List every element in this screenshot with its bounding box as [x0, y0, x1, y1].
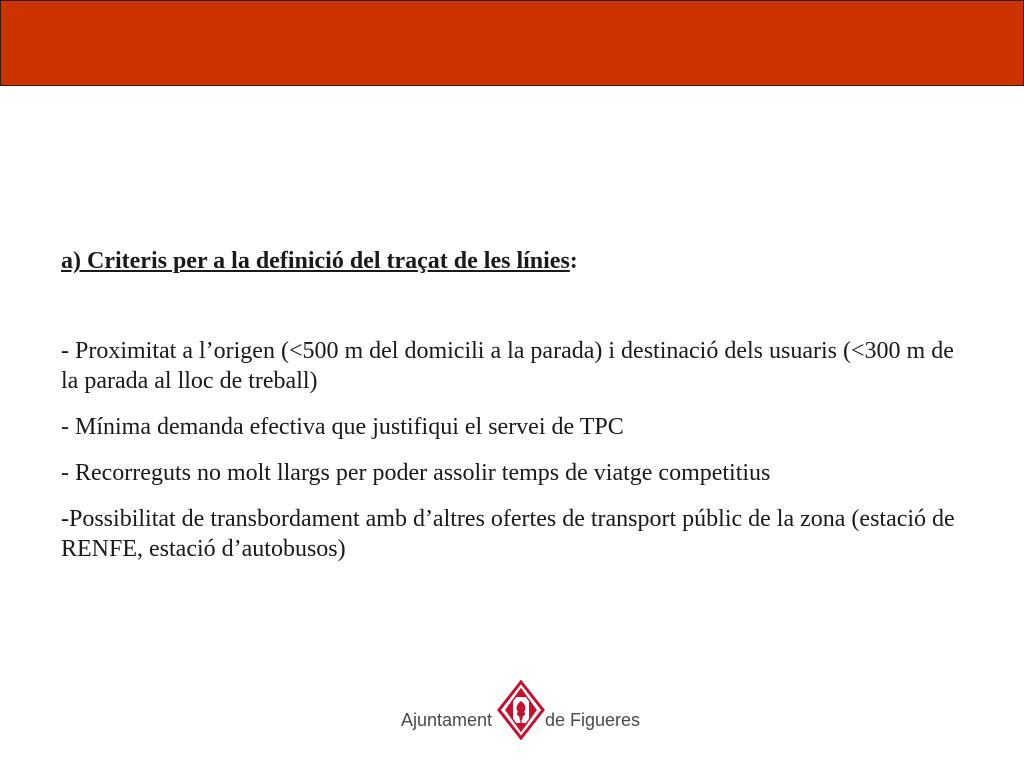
bullet-item: - Proximitat a l’origen (<500 m del domicili a la parada) i destinació dels usuaris (<300 m de la parada al lloc de treball) — [61, 338, 954, 394]
footer-logo — [0, 680, 1024, 760]
heading-colon: : — [569, 248, 578, 274]
footer-ajuntament-text: Ajuntament — [401, 710, 493, 730]
spacer — [61, 278, 961, 336]
slide-heading — [61, 244, 961, 278]
bullet-item: - Mínima demanda efectiva que justifiqui el servei de TPC — [61, 414, 624, 440]
bullet-item: - Recorreguts no molt llargs per poder assolir temps de viatge competitius — [61, 460, 771, 486]
heading-text: a) Criteris per a la definició del traçat de les línies — [61, 248, 570, 274]
bullet-item: -Possibilitat de transbordament amb d’altres ofertes de transport públic de la zona (estació de RENFE, estació d’autobusos) — [61, 506, 955, 562]
footer-figueres-text: de Figueres — [545, 710, 641, 730]
figueres-coat-of-arms-icon — [496, 680, 546, 740]
slide-content — [61, 244, 961, 580]
top-banner — [0, 0, 1024, 86]
